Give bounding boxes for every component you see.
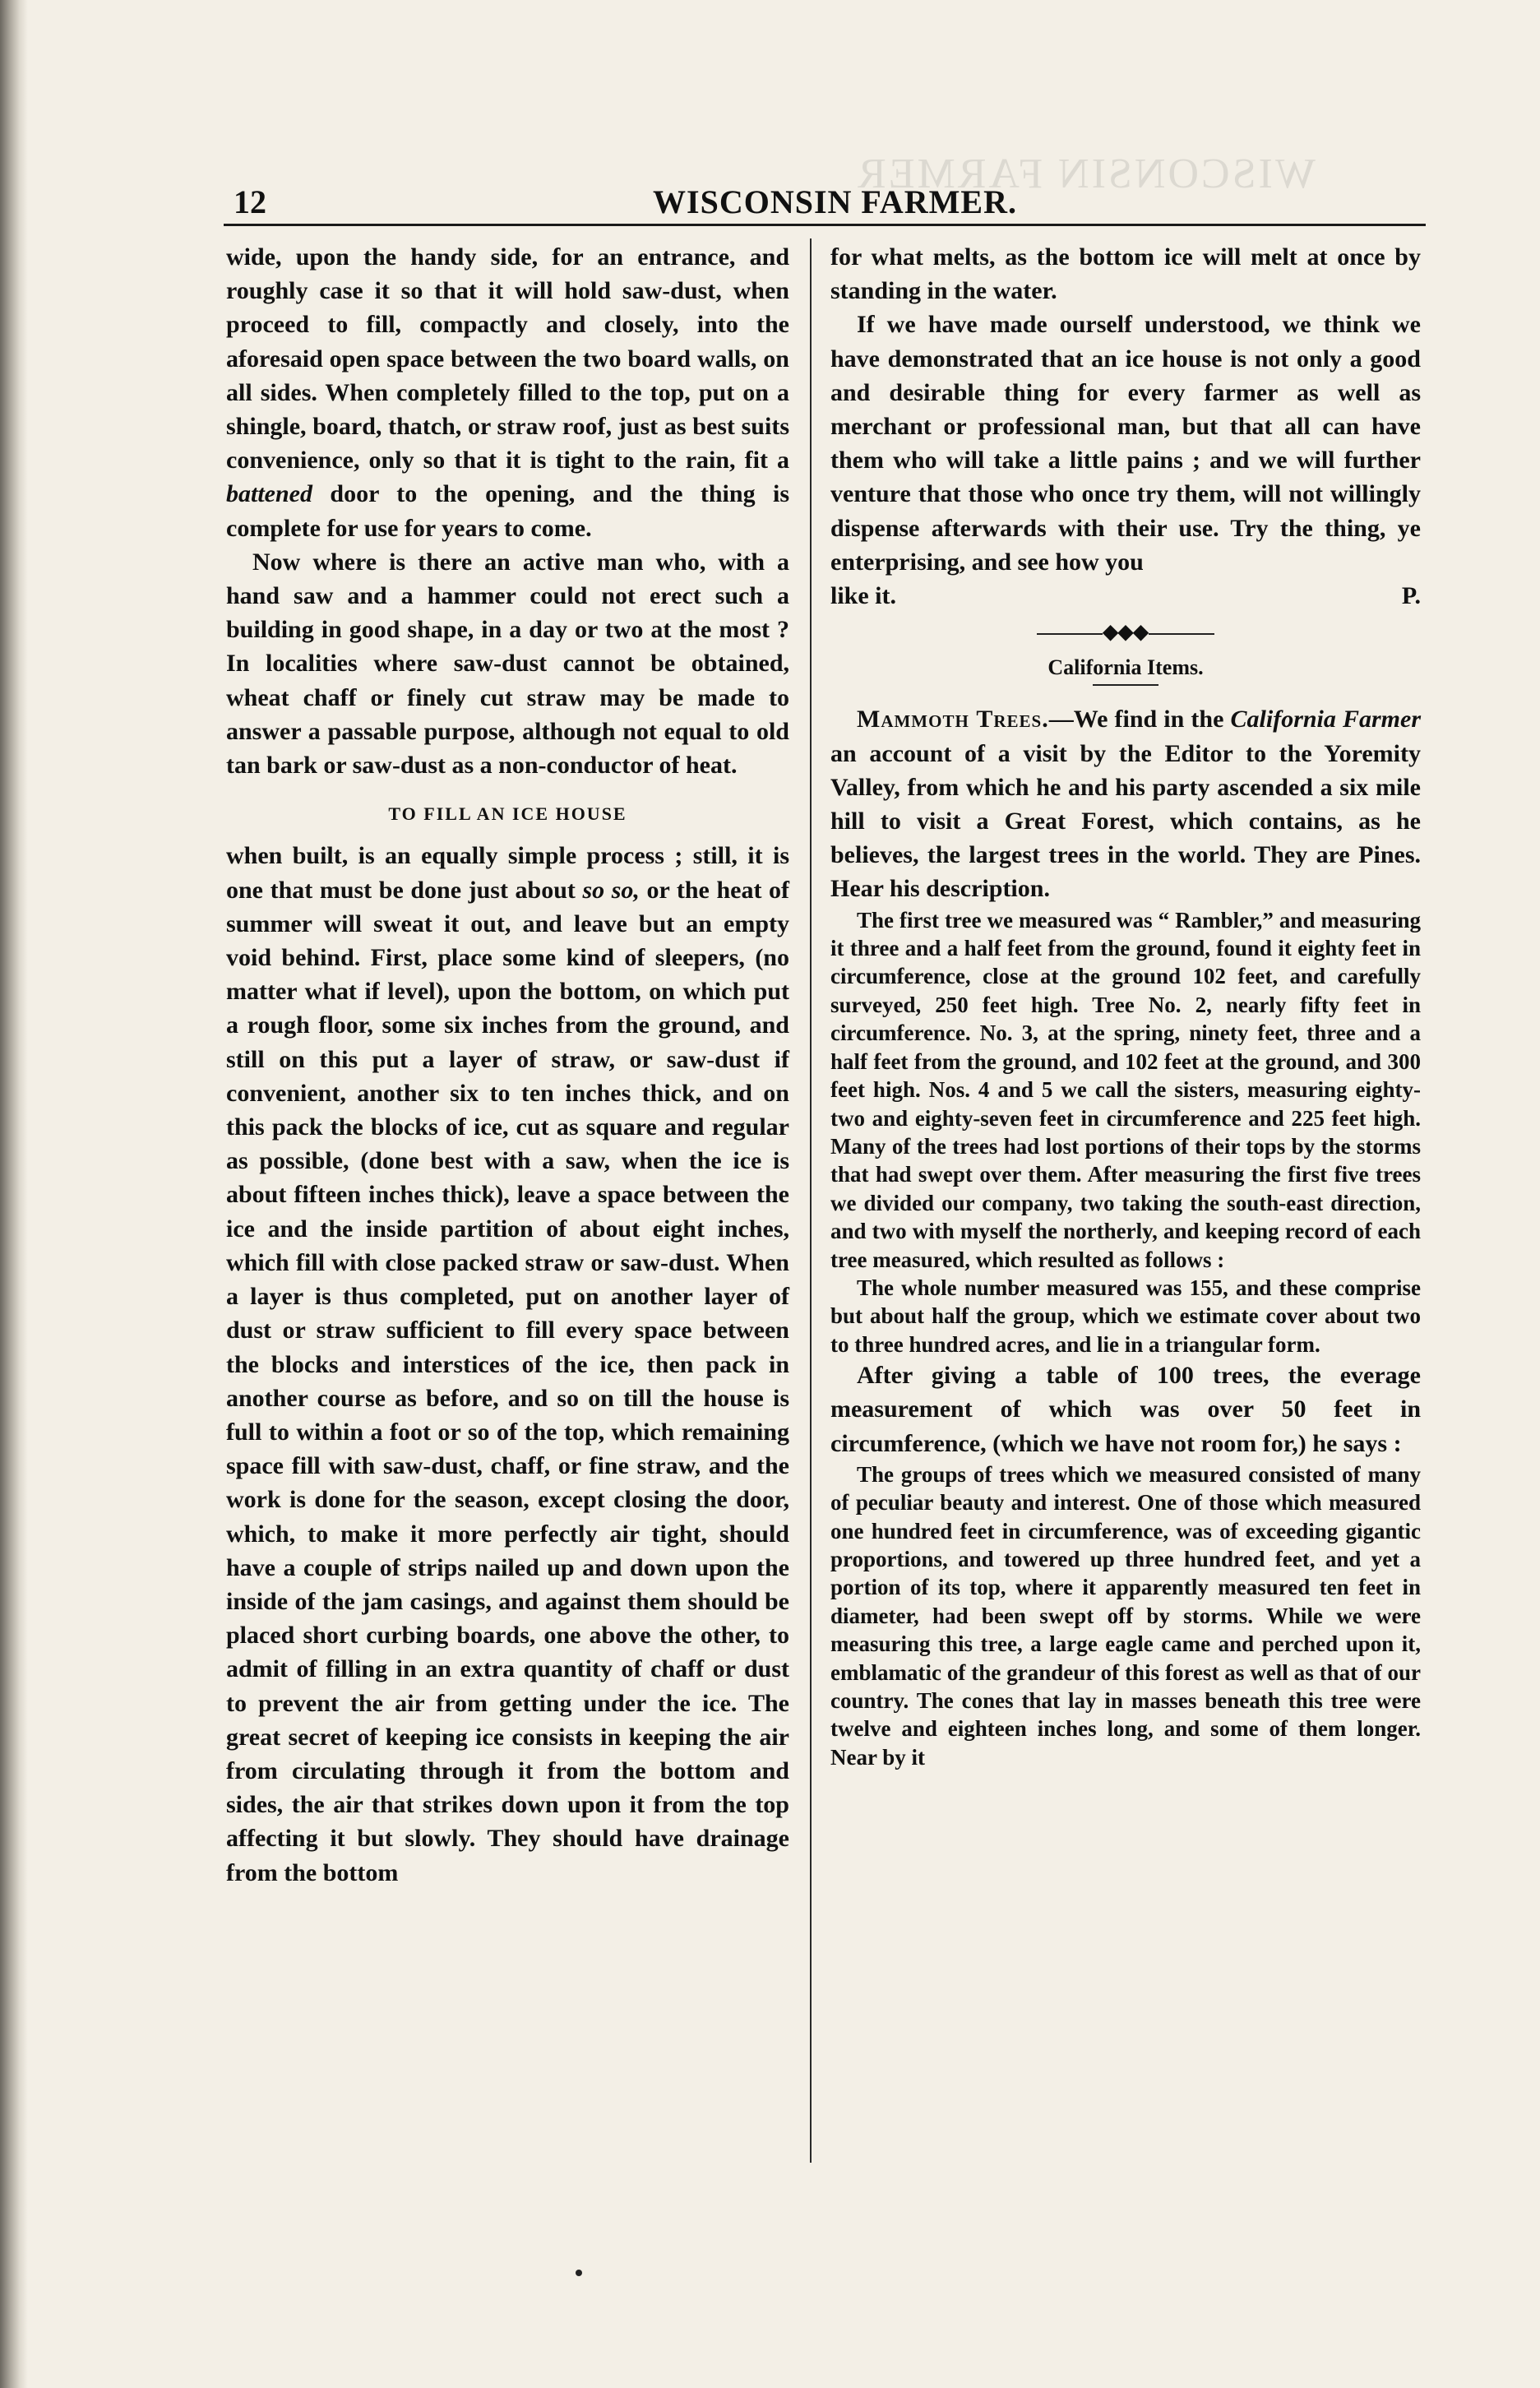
- right-column: [830, 240, 1421, 1771]
- column-divider: [810, 238, 812, 2163]
- paragraph: for what melts, as the bottom ice will melt at once by standing in the water.: [830, 243, 1421, 305]
- last-line: like it.: [830, 582, 896, 610]
- paragraph: If we have made ourself understood, we think we have demonstrated that an ice house is not only a good and desirable thing for every farmer as well as merchant or professional man, but that all can have them who will take a little pains ; and we will further venture that those who once try them, will not willingly dispense afterwards with their use. Try the thing, ye enterprising, and see how you: [830, 311, 1421, 576]
- paragraph: when built, is an equally simple process ; still, it is one that must be done just about so so, or the heat of summer will sweat it out, and leave but an empty void behind. First, place some kind of sleepers, (no matter what if level), upon the bottom, on which put a rough floor, some six inches from the ground, and still on this put a layer of straw, or saw-dust if convenient, another six to ten inches thick, and on this pack the blocks of ice, cut as square and regular as possible, (done best with a saw, when the ice is about fifteen inches thick), leave a space between the ice and the inside partition of about eight inches, which fill with close packed straw or saw-dust. When a layer is thus completed, put on another layer of dust or straw sufficient to fill every space between the blocks and interstices of the ice, then pack in another course as before, and so on till the house is full to within a foot or so of the top, which remaining space fill with saw-dust, chaff, or fine straw, and the work is done for the season, except closing the door, which, to make it more perfectly air tight, should have a couple of strips nailed up and down upon the inside of the jam casings, and against them should be placed short curbing boards, one above the other, to admit of filling in an extra quantity of chaff or dust to prevent the air from getting under the ice. The great secret of keeping ice consists in keeping the air from circulating through it from the bottom and sides, the air that strikes down upon it from the top affecting it but slowly. They should have drainage from the bottom: [226, 842, 790, 1886]
- page-header: [224, 179, 1424, 220]
- paragraph: wide, upon the handy side, for an entrance, and roughly case it so that it will hold saw-dust, when proceed to fill, compactly and closely, into the aforesaid open space between the two board walls, on all sides. When completely filled to the top, put on a shingle, board, thatch, or straw roof, just as best suits convenience, only so that it is tight to the rain, fit a battened door to the opening, and the thing is complete for use for years to come.: [226, 243, 789, 542]
- quotation: The first tree we measured was “ Rambler,” and measuring it three and a half feet from the ground, found it eighty feet in circumference, close at the ground 102 feet, and carefully surveyed, 250 feet high. Tree No. 2, nearly fifty feet in circumference. No. 3, at the spring, ninety feet, three and a half feet from the ground, and 102 feet at the ground, and 300 feet high. Nos. 4 and 5 we call the sisters, measuring eighty-two and eighty-seven feet in circumference and 225 feet high. Many of the trees had lost portions of their tops by the storms that had swept over them. After measuring the first five trees we divided our company, two taking the south-east direction, and two with myself the northerly, and keeping record of each tree measured, which resulted as follows :: [830, 907, 1421, 1272]
- article-title: Mammoth Trees.: [857, 706, 1049, 734]
- department-rule: [1093, 684, 1158, 686]
- italic-word: so so,: [582, 876, 640, 904]
- header-rule: [224, 224, 1426, 226]
- department-heading: California Items.: [1047, 655, 1204, 680]
- signature: P.: [1401, 582, 1421, 610]
- page-number: 12: [234, 183, 266, 220]
- binding-edge: [0, 0, 28, 2388]
- paragraph: Now where is there an active man who, with a hand saw and a hammer could not erect such a building in good shape, in a day or two at the most ? In localities where saw-dust cannot be obtained, wheat chaff or finely cut straw may be made to answer a passable purpose, although not equal to old tan bark or saw-dust as a non-conductor of heat.: [226, 548, 789, 780]
- left-column: [226, 240, 789, 1890]
- quotation: The groups of trees which we measured consisted of many of peculiar beauty and interest. One of those which measured one hundred feet in circumference, was of exceeding gigantic proportions, and towered up three hundred feet, and yet a portion of its top, where it apparently measured ten feet in diameter, had been swept off by storms. While we were measuring this tree, a large eagle came and perched upon it, emblamatic of the grandeur of this forest as well as that of our country. The cones that lay in masses beneath this tree were twelve and eighteen inches long, and some of them longer. Near by it: [830, 1461, 1421, 1770]
- italic-publication: California Farmer: [1230, 706, 1422, 734]
- paragraph: Mammoth Trees.—We find in the California Farmer an account of a visit by the Editor to the Yoremity Valley, from which he and his party ascended a six mile hill to visit a Great Forest, which contains, as he believes, the largest trees in the world. They are Pines. Hear his description.: [830, 706, 1422, 903]
- running-title: WISCONSIN FARMER.: [653, 183, 1017, 220]
- paragraph: After giving a table of 100 trees, the everage measurement of which was over 50 feet in circumference, (which we have not room for,) he says :: [830, 1362, 1421, 1457]
- quotation: The whole number measured was 155, and these comprise but about half the group, which we estimate cover about two to three hundred acres, and lie in a triangular form.: [830, 1275, 1421, 1357]
- ink-dot: [576, 2270, 582, 2276]
- section-ornament: ◆◆◆: [830, 622, 1421, 642]
- bleed-through-text: WISCONSIN FARMER: [855, 150, 1316, 197]
- signature-line: [830, 579, 1421, 613]
- section-heading: TO FILL AN ICE HOUSE: [388, 803, 627, 825]
- italic-word: battened: [226, 480, 312, 508]
